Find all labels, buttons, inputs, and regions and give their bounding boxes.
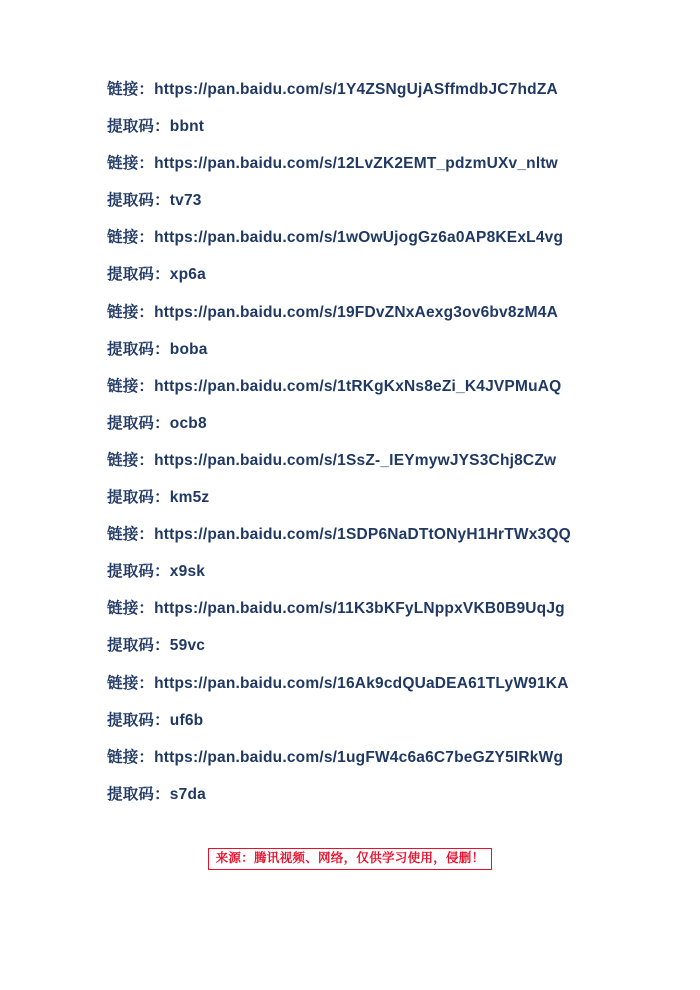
share-link[interactable]: 链接：https://pan.baidu.com/s/1wOwUjogGz6a0AP8KExL4vg [107, 229, 564, 247]
share-link[interactable]: 链接：https://pan.baidu.com/s/12LvZK2EMT_pdzmUXv_nltw [107, 155, 558, 173]
share-link[interactable]: 链接：https://pan.baidu.com/s/16Ak9cdQUaDEA61TLyW91KA [107, 674, 569, 692]
share-link[interactable]: 链接：https://pan.baidu.com/s/1ugFW4c6a6C7beGZY5IRkWg [107, 748, 564, 766]
extraction-code: 提取码：s7da [107, 785, 206, 803]
extraction-code: 提取码：59vc [107, 637, 206, 655]
extraction-code: 提取码：x9sk [107, 563, 206, 581]
share-link[interactable]: 链接：https://pan.baidu.com/s/11K3bKFyLNppxVKB0B9UqJg [107, 600, 565, 618]
share-link[interactable]: 链接：https://pan.baidu.com/s/1SDP6NaDTtONyH1HrTWx3QQ [107, 526, 571, 544]
footer-area [0, 848, 700, 870]
extraction-code: 提取码：ocb8 [107, 414, 207, 432]
extraction-code: 提取码：uf6b [107, 711, 204, 729]
extraction-code: 提取码：boba [107, 340, 208, 358]
share-link[interactable]: 链接：https://pan.baidu.com/s/1SsZ-_IEYmywJYS3Chj8CZw [107, 451, 557, 469]
extraction-code: 提取码：km5z [107, 489, 210, 507]
extraction-code: 提取码：tv73 [107, 192, 202, 210]
share-link[interactable]: 链接：https://pan.baidu.com/s/19FDvZNxAexg3ov6bv8zM4A [107, 303, 558, 321]
source-disclaimer: 来源：腾讯视频、网络，仅供学习使用，侵删！ [208, 848, 493, 870]
share-link[interactable]: 链接：https://pan.baidu.com/s/1Y4ZSNgUjASffmdbJC7hdZA [107, 81, 558, 98]
link-list [107, 82, 605, 802]
extraction-code: 提取码：xp6a [107, 266, 206, 284]
extraction-code: 提取码：bbnt [107, 118, 205, 136]
share-link[interactable]: 链接：https://pan.baidu.com/s/1tRKgKxNs8eZi_K4JVPMuAQ [107, 377, 562, 395]
